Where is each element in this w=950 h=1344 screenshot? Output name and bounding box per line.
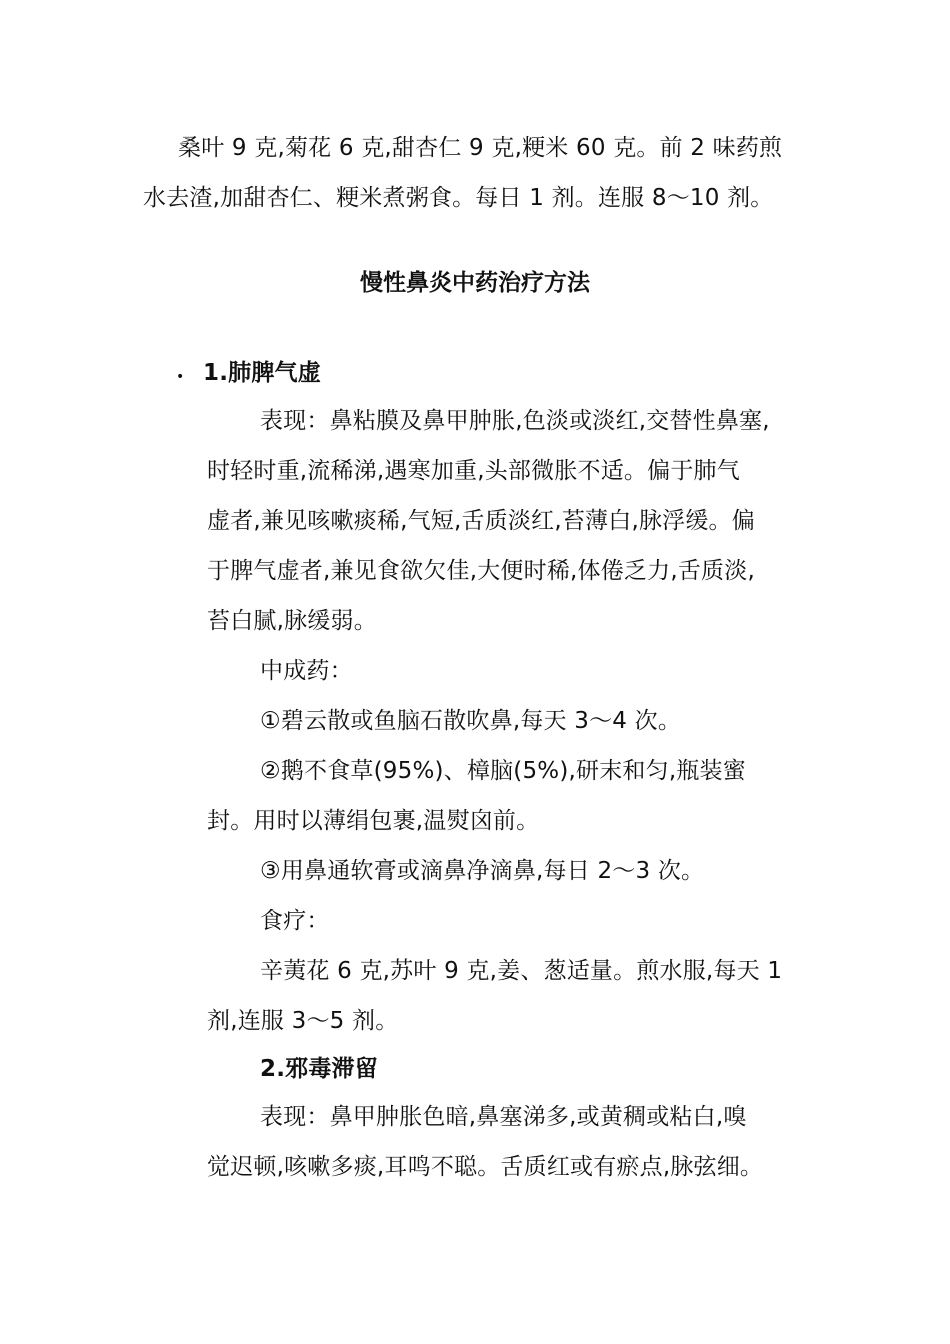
bullet-icon: •	[176, 369, 185, 385]
section-1-symptoms-line-5: 苔白腻,脉缓弱。	[207, 608, 377, 634]
section-1-symptoms-line-3: 虚者,兼见咳嗽痰稀,气短,舌质淡红,苔薄白,脉浮缓。偏	[207, 508, 755, 534]
diet-label: 食疗：	[260, 908, 330, 934]
section-1-symptoms-line-1: 表现：鼻粘膜及鼻甲肿胀,色淡或淡红,交替性鼻塞,	[260, 408, 770, 434]
section-2-symptoms-line-1: 表现：鼻甲肿胀色暗,鼻塞涕多,或黄稠或粘白,嗅	[260, 1104, 747, 1130]
medicine-item-1: ①碧云散或鱼脑石散吹鼻,每天 3～4 次。	[260, 708, 682, 734]
diet-line-2: 剂,连服 3～5 剂。	[207, 1008, 399, 1034]
medicine-item-2: ②鹅不食草(95%)、樟脑(5%),研末和匀,瓶装蜜	[260, 758, 746, 784]
intro-line-1: 桑叶 9 克,菊花 6 克,甜杏仁 9 克,粳米 60 克。前 2 味药煎	[178, 135, 783, 161]
section-1-symptoms-line-2: 时轻时重,流稀涕,遇寒加重,头部微胀不适。偏于肺气	[207, 458, 740, 484]
section-2-symptoms-line-2: 觉迟顿,咳嗽多痰,耳鸣不聪。舌质红或有瘀点,脉弦细。	[207, 1154, 764, 1180]
page-title: 慢性鼻炎中药治疗方法	[360, 270, 590, 296]
medicine-item-2-cont: 封。用时以薄绢包裹,温熨囟前。	[207, 808, 540, 834]
medicine-item-3: ③用鼻通软膏或滴鼻净滴鼻,每日 2～3 次。	[260, 858, 705, 884]
section-1-symptoms-line-4: 于脾气虚者,兼见食欲欠佳,大便时稀,体倦乏力,舌质淡,	[207, 558, 755, 584]
intro-line-2: 水去渣,加甜杏仁、粳米煮粥食。每日 1 剂。连服 8～10 剂。	[143, 185, 774, 211]
section-2-heading: 2.邪毒滞留	[260, 1056, 378, 1082]
diet-line-1: 辛荑花 6 克,苏叶 9 克,姜、葱适量。煎水服,每天 1	[260, 958, 783, 984]
medicine-label: 中成药：	[260, 658, 353, 684]
section-1-heading: 1.肺脾气虚	[203, 360, 321, 386]
